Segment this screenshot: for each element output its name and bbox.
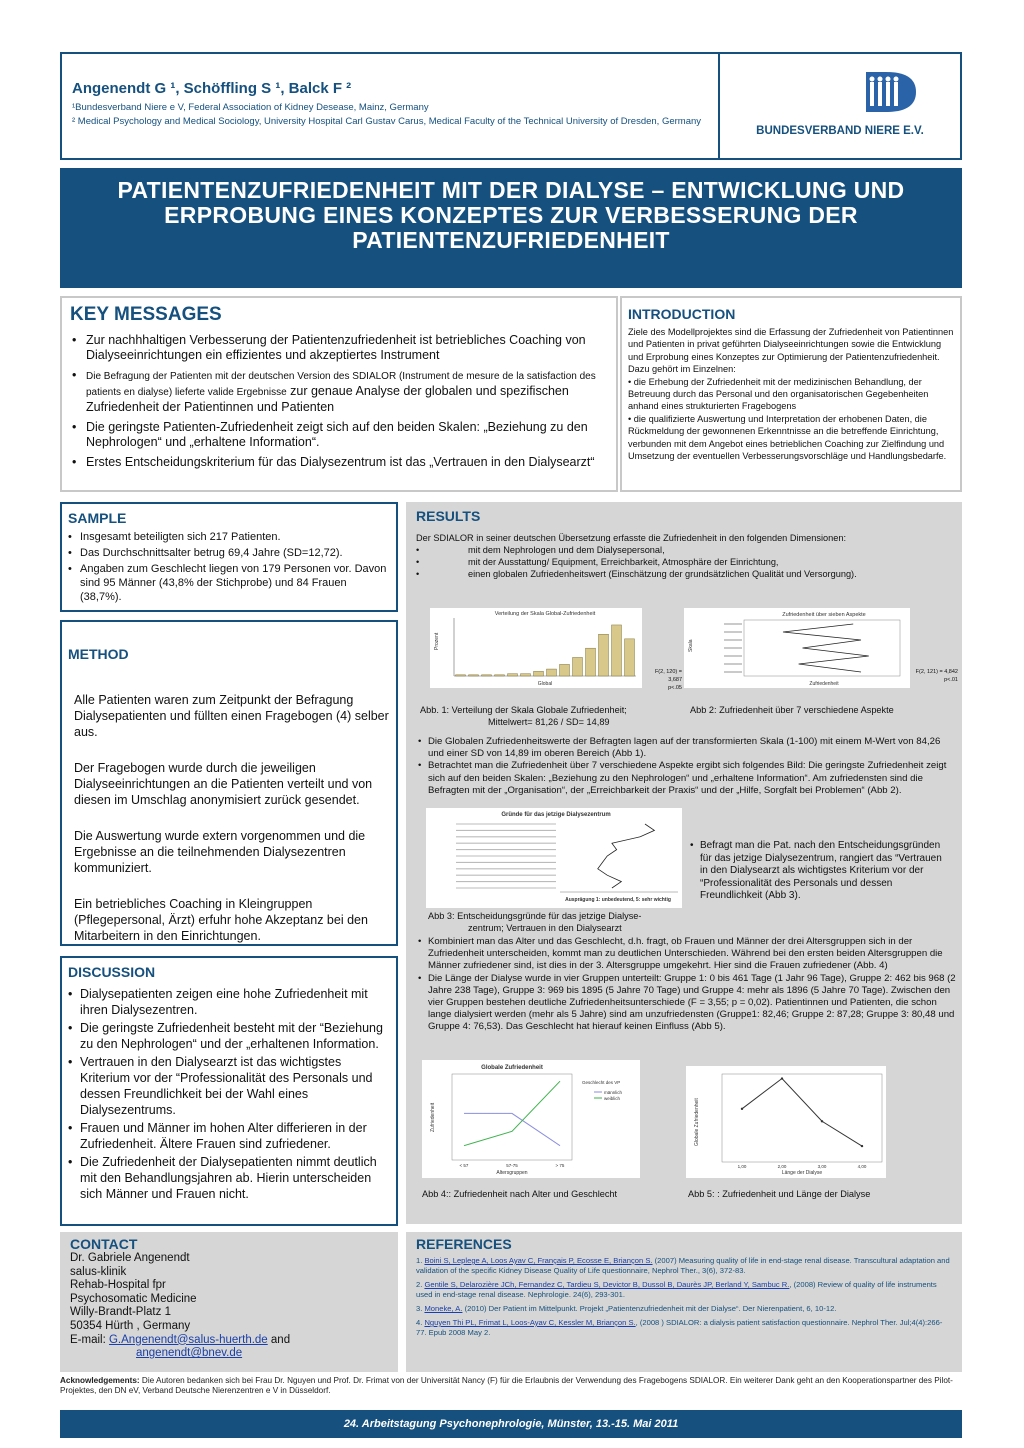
- contact-line-2: salus-klinik: [70, 1265, 127, 1278]
- contact-line-3: Rehab-Hospital fpr: [70, 1279, 166, 1292]
- fig1-stat-2: p<.05: [668, 685, 682, 691]
- chart-5-tick-label: 1,00: [737, 1164, 747, 1169]
- method-paragraph-2: Der Fragebogen wurde durch die jeweiligen Dialyseeinrichtungen an die Patienten verteilt und von diesen im Umschlag anonymisiert zurück gesendet.: [74, 761, 373, 807]
- chart-5-point: [821, 1120, 823, 1122]
- sample-item-2: • Das Durchschnittsalter betrug 69,4 Jahre (SD=12,72).: [68, 546, 390, 560]
- chart-5-tick-label: 3,00: [817, 1164, 827, 1169]
- references-panel: [406, 1232, 962, 1372]
- results-bullets-3: [418, 936, 956, 1034]
- method-paragraph-3: Die Auswertung wurde extern vorgenommen und die Ergebnisse an die teilnehmenden Dialysezentren kommuniziert.: [74, 829, 366, 875]
- title-line-3: PATIENTENZUFRIEDENHEIT: [352, 227, 670, 253]
- figure-1-chart: [430, 608, 642, 688]
- chart-5-ylabel: Globale Zufriedenheit: [694, 1098, 700, 1146]
- chart-4-title: Globale Zufriedenheit: [481, 1065, 543, 1071]
- results-panel: [406, 502, 962, 1224]
- introduction-text: Ziele des Modellprojektes sind die Erfassung der Zufriedenheit von Patientinnen und Patienten in privat geführten Dialyseeinrichtungen sowie die Entwicklung und Erprobung eines Konzeptes zur Optimierung der Patientenzufriedenheit. Dazu gehört im Einzelnen:: [628, 327, 954, 375]
- acknowledgements: [60, 1376, 962, 1396]
- chart-2-line: [783, 624, 869, 672]
- contact-heading: CONTACT: [70, 1236, 138, 1252]
- bnev-logo-icon: [720, 54, 960, 158]
- chart-4-tick-label: > 75: [555, 1163, 565, 1168]
- footer-band: 24. Arbeitstagung Psychonephrologie, Münster, 13.-15. Mai 2011: [60, 1410, 962, 1438]
- chart-4-xlabel: Altersgruppen: [496, 1170, 528, 1176]
- chart-5-line: [742, 1079, 862, 1147]
- poster-title: [60, 178, 962, 253]
- discussion-item-1: • Dialysepatienten zeigen eine hohe Zufriedenheit mit ihren Dialysezentren.: [68, 986, 390, 1018]
- dim-1: mit dem Nephrologen und dem Dialysepersonal,: [468, 545, 665, 555]
- chart-1-bar: [599, 634, 609, 676]
- acknowledgements-text: Die Autoren bedanken sich bei Frau Dr. Nguyen und Prof. Dr. Frimat von der Universität Nancy (F) für die Erlaubnis der Verwendung des Fragebogens SDIALOR. Ein weiterer Dank geht an den Kooperationspartner des Pilot-Projektes, den DN eV, Verband Deutsche Nierenzentren e V in Düsseldorf.: [60, 1376, 953, 1395]
- chart-3-line: [598, 824, 655, 888]
- key-message-3: • Die geringste Patienten-Zufriedenheit zeigt sich auf den beiden Skalen: „Beziehung zu den Nephrologen“ und „erhaltene Information“.: [72, 420, 608, 450]
- method-heading: METHOD: [68, 646, 129, 662]
- result-bullet-1: • Die Globalen Zufriedenheitswerte der Befragten lagen auf der transformierten Skala (1-100) mit einem M-Wert von 84,26 und einer SD von 14,89 im oberen Bereich (Abb 1).: [418, 736, 954, 760]
- figure-3-caption: [428, 910, 641, 934]
- figure-2-chart: [684, 608, 910, 688]
- results-bullets-2: [690, 840, 952, 903]
- figure-2-caption: Abb 2: Zufriedenheit über 7 verschiedene Aspekte: [690, 705, 894, 715]
- chart-2-frame: [744, 620, 900, 676]
- chart-1-bar: [573, 657, 583, 676]
- dim-bullet-3: •: [416, 569, 420, 579]
- reference-2-authors[interactable]: Gentile S, Delarozière JCh, Fernandez C, Tardieu S, Devictor B, Dussol B, Daurès JP, Berland Y, Sambuc R.: [424, 1280, 790, 1289]
- chart-1-bar: [560, 664, 570, 676]
- chart-5-point: [861, 1145, 863, 1147]
- chart-4-tick-label: 57-75: [506, 1163, 518, 1168]
- sample-item-3: • Angaben zum Geschlecht liegen von 179 Personen vor. Davon sind 95 Männer (43,8% der Stichprobe) und 84 Frauen (38,7%).: [68, 562, 390, 604]
- chart-4-legend-title: Geschlecht des VP: [582, 1080, 621, 1085]
- introduction-heading: INTRODUCTION: [628, 306, 736, 322]
- reference-4: 4. Nguyen Thi PL, Frimat L, Loos-Ayav C, Kessler M, Briançon S., (2008 ) SDIALOR: a dialysis patient satisfaction questionnaire. Nephrol Ther. Jul;4(4):266-77. Epub 2008 May 2.: [416, 1318, 943, 1337]
- contact-email-line-2: [70, 1347, 388, 1361]
- poster-title-band: [60, 168, 962, 288]
- figure-4-caption: Abb 4:: Zufriedenheit nach Alter und Geschlecht: [422, 1189, 618, 1199]
- reference-3: 3. Moneke, A. (2010) Der Patient im Mittelpunkt. Projekt „Patientenzufriedenheit mit der Dialyse“. Der Nierenpatient, 6, 10-12.: [416, 1304, 837, 1313]
- figure-2: [684, 608, 910, 688]
- figure-5-chart: [686, 1066, 886, 1178]
- chart-1-bar: [612, 625, 622, 676]
- reference-1-authors[interactable]: Boini S, Leplege A, Loos Ayav C, Français P, Ecosse E, Briançon S.: [424, 1256, 653, 1265]
- references-heading: REFERENCES: [416, 1236, 512, 1252]
- discussion-heading: DISCUSSION: [68, 964, 156, 980]
- key-message-2: [72, 368, 608, 415]
- method-paragraph-1: Alle Patienten waren zum Zeitpunkt der Befragung Dialysepatienten und füllten einen Fragebogen (4) selber aus.: [74, 693, 389, 739]
- email-and: and: [267, 1333, 291, 1346]
- author-header: [60, 52, 720, 160]
- chart-3-xlabel: Ausprägung 1: unbedeutend, 5: sehr wichtig: [565, 897, 671, 903]
- figure-3-caption-b: zentrum; Vertrauen in den Dialysearzt: [468, 923, 622, 933]
- figure-4-chart: [422, 1060, 640, 1178]
- chart-1-bar: [521, 674, 531, 676]
- figure-1-caption-b: Mittelwert= 81,26 / SD= 14,89: [488, 717, 610, 727]
- method-paragraph-4: Ein betriebliches Coaching in Kleingruppen (Pflegepersonal, Ärzt) erfuhr hohe Akzeptanz bei den Mitarbeitern in den Einrichtungen.: [74, 897, 368, 943]
- key-messages-panel: [60, 296, 618, 492]
- email-prefix: E-mail:: [70, 1333, 109, 1346]
- sample-panel: [60, 502, 398, 612]
- chart-1-bar: [508, 674, 518, 676]
- reference-1-text: (2007) Measuring quality of life in end-stage renal disease. Transcultural adaptation and validation of the specific Kidney Disease Quality of Life questionnaire, Nephrol Ther., 3(6), 372-83.: [416, 1256, 950, 1275]
- chart-5-tick-label: 4,00: [857, 1164, 867, 1169]
- figure-1-caption-a: Abb. 1: Verteilung der Skala Globale Zufriedenheit;: [420, 705, 627, 715]
- dim-3: einen globalen Zufriedenheitswert (Einschätzung der grundsätzlichen Qualität und Versorgung).: [468, 569, 857, 579]
- chart-5-frame: [722, 1074, 882, 1162]
- chart-5-point: [781, 1077, 783, 1079]
- logo-text: BUNDESVERBAND NIERE E.V.: [756, 125, 924, 137]
- chart-1-bar: [495, 675, 505, 676]
- chart-4-tick-label: < 57: [459, 1163, 469, 1168]
- introduction-bullet-1: • die Erhebung der Zufriedenheit mit der medizinischen Behandlung, der Betreuung durch das Personal und den organisatorischen Gegebenheiten anhand eines strukturierten Fragebogens: [628, 376, 929, 412]
- chart-1-bar: [625, 639, 635, 676]
- discussion-panel: [60, 956, 398, 1226]
- figure-1-stats: [642, 668, 682, 692]
- chart-2-ylabel: Skala: [688, 639, 694, 652]
- chart-1-bar: [547, 669, 557, 676]
- chart-1-bar: [469, 675, 479, 676]
- author-names: Angenendt G ¹, Schöffling S ¹, Balck F ²: [72, 80, 352, 97]
- result-bullet-5: • Die Länge der Dialyse wurde in vier Gruppen unterteilt: Gruppe 1: 0 bis 461 Tage (1 Jahr 96 Tage), Gruppe 2: 462 bis 968 (2 Jahre 238 Tage), Gruppe 3: 969 bis 1895 (5 Jahre 70 Tage) und Gruppe 4: mehr als 1896 (5 Jahre 70 Tage). Zwischen den vier Gruppen bestehen deutliche Zufriedenheitsunterschiede (F = 3,55; p = 0,02). Patientinnen und Patienten, die schon lange dialysiert werden (mehr als 5 Jahre) sind am unzufriedensten (Gruppe1: 82,46; Gruppe 2: 87,28; Gruppe 3: 80,48 und Gruppe 4: 76,53). Das Geschlecht hat hierauf keinen Einfluss (Abb 5).: [418, 973, 956, 1034]
- sample-item-1: • Insgesamt beteiligten sich 217 Patienten.: [68, 530, 390, 544]
- logo-panel: [720, 52, 962, 160]
- title-line-1: PATIENTENZUFRIEDENHEIT MIT DER DIALYSE – ENTWICKLUNG UND: [117, 177, 905, 203]
- contact-email-line: [70, 1334, 388, 1348]
- chart-1-bar: [456, 675, 466, 676]
- email-link-2[interactable]: angenendt@bnev.de: [136, 1347, 243, 1360]
- reference-4-text: , (2008 ) SDIALOR: a dialysis patient satisfaction questionnaire. Nephrol Ther. Jul;4(4):266-77. Epub 2008 May 2.: [416, 1318, 943, 1337]
- reference-2-text: , (2008) Review of quality of life instruments used in end-stage renal disease. Nephrologie. 24(6), 293-301.: [416, 1280, 937, 1299]
- chart-5-xlabel: Länge der Dialyse: [781, 1170, 823, 1176]
- chart-1-bar: [586, 648, 596, 676]
- discussion-item-2: • Die geringste Zufriedenheit besteht mit der “Beziehung zu den Nephrologen“ und der „erhaltenen Information.: [68, 1020, 390, 1052]
- acknowledgements-label: Acknowledgements:: [60, 1376, 140, 1385]
- method-panel: [60, 620, 398, 946]
- key-message-2b: zur genaue Analyse der globalen und spezifischen Zufriedenheit der Patientinnen und Patienten: [86, 384, 569, 414]
- reference-4-authors[interactable]: Nguyen Thi PL, Frimat L, Loos-Ayav C, Kessler M, Briançon S.: [424, 1318, 636, 1327]
- email-link-1[interactable]: G.Angenendt@salus-huerth.de: [108, 1333, 268, 1346]
- chart-5-point: [741, 1108, 743, 1110]
- figure-3-caption-a: Abb 3: Entscheidungsgründe für das jetzige Dialyse-: [428, 911, 642, 921]
- key-message-1: • Zur nachhhaltigen Verbesserung der Patientenzufriedenheit ist betriebliches Coaching von Dialyseeinrichtungen ein effizientes und akzeptiertes Instrument: [72, 333, 608, 363]
- figure-3: [426, 808, 682, 908]
- title-line-2: ERPROBUNG EINES KONZEPTES ZUR VERBESSERUNG DER: [164, 202, 858, 228]
- discussion-item-5: • Die Zufriedenheit der Dialysepatienten nimmt deutlich mit den Behandlungsjahren ab. Hierin unterscheiden sich Männer und Frauen nicht.: [68, 1154, 390, 1202]
- figure-5: [686, 1066, 886, 1178]
- result-bullet-4: • Kombiniert man das Alter und das Geschlecht, d.h. fragt, ob Frauen und Männer der drei Altersgruppen sich in der Zufriedenheit unterscheiden, kommt man zu deutlichen Unterschieden. Während bei den ersten beiden Altersgruppen die Männer zufriedener sind, ist dies in der 3. Altersgruppe umgekehrt. Hier sind die Frauen zufriedener (Abb. 4): [418, 936, 956, 973]
- reference-2: 2. Gentile S, Delarozière JCh, Fernandez C, Tardieu S, Devictor B, Dussol B, Daurès JP, Berland Y, Sambuc R., (2008) Review of quality of life instruments used in end-stage renal disease. Nephrologie. 24(6), 293-301.: [416, 1280, 937, 1299]
- reference-3-text: (2010) Der Patient im Mittelpunkt. Projekt „Patientenzufriedenheit mit der Dialyse“. Der Nierenpatient, 6, 10-12.: [462, 1304, 837, 1313]
- results-intro: Der SDIALOR in seiner deutschen Übersetzung erfasste die Zufriedenheit in den folgenden Dimensionen:: [416, 533, 847, 543]
- chart-4-legend-entry: weiblich: [604, 1096, 621, 1101]
- introduction-panel: [620, 296, 962, 492]
- figure-1: [430, 608, 642, 688]
- key-messages-heading: KEY MESSAGES: [70, 304, 222, 325]
- figure-3-chart: [426, 808, 682, 908]
- chart-4-ylabel: Zufriedenheit: [430, 1102, 436, 1132]
- chart-4-series-line: [464, 1113, 560, 1145]
- result-bullet-2: • Betrachtet man die Zufriedenheit über 7 verschiedene Aspekte ergibt sich folgendes Bild: Die geringste Zufriedenheit zeigt sich auf den beiden Skalen: „Beziehung zu den Nephrologen“ und „erhaltene Information“. Am zufriedensten sind die Befragten mit der „Organisation“, der „Erreichbarkeit der Praxis“ und der „Hilfe, Sorgfalt bei Problemen“ (Abb 2).: [418, 760, 954, 797]
- contact-line-6: 50354 Hürth , Germany: [70, 1319, 191, 1332]
- chart-1-title: Verteilung der Skala Global-Zufriedenheit: [494, 611, 596, 617]
- chart-5-tick-label: 2,00: [777, 1164, 787, 1169]
- figure-1-caption: [420, 704, 627, 728]
- chart-2-title: Zufriedenheit über sieben Aspekte: [782, 612, 866, 618]
- contact-line-1: Dr. Gabriele Angenendt: [70, 1252, 190, 1264]
- contact-line-4: Psychosomatic Medicine: [70, 1292, 197, 1305]
- chart-1-ylabel: Prozent: [434, 632, 440, 650]
- contact-line-5: Willy-Brandt-Platz 1: [70, 1306, 171, 1319]
- results-bullets-1: [418, 736, 954, 797]
- affiliation-1: ¹Bundesverband Niere e V, Federal Association of Kidney Desease, Mainz, Germany: [72, 102, 429, 113]
- reference-3-authors[interactable]: Moneke, A.: [424, 1304, 463, 1313]
- fig2-stat-1: F(2, 121) = 4,842: [915, 669, 958, 675]
- contact-panel: [60, 1232, 398, 1372]
- figure-5-caption: Abb 5: : Zufriedenheit und Länge der Dialyse: [688, 1189, 871, 1199]
- chart-4-legend-entry: männlich: [604, 1090, 623, 1095]
- sample-heading: SAMPLE: [68, 510, 127, 526]
- fig2-stat-2: p<.01: [944, 677, 958, 683]
- chart-1-xlabel: Global: [537, 681, 553, 687]
- chart-1-bar: [482, 675, 492, 676]
- dim-2: mit der Ausstattung/ Equipment, Erreichbarkeit, Atmosphäre der Einrichtung,: [468, 557, 779, 567]
- key-message-4: • Erstes Entscheidungskriterium für das Dialysezentrum ist das „Vertrauen in den Dialysearzt“: [72, 455, 608, 470]
- result-bullet-3: • Befragt man die Pat. nach den Entscheidungsgründen für das jetzige Dialysezentrum, rangiert das “Vertrauen in den Dialysearzt als wichtigstes Kriterium vor der “Professionalität des Personals und dessen Freundlichkeit (Abb 3).: [690, 840, 952, 903]
- discussion-item-4: • Frauen und Männer im hohen Alter differieren in der Zufriedenheit. Ältere Frauen sind zufriedener.: [68, 1120, 390, 1152]
- chart-2-xlabel: Zufriedenheit: [809, 681, 839, 687]
- figure-2-stats: [912, 668, 958, 684]
- introduction-bullet-2: • die qualifizierte Auswertung und Interpretation der erhobenen Daten, die Rückmeldung der gewonnenen Erkenntnisse an die betreffende Einrichtung, verbunden mit dem Angebot eines betrieblichen Coaching zur Zielfindung und Umsetzung der eventuellen Verbesserungsvorschläge und Handlungsbedarfe.: [628, 413, 947, 462]
- chart-1-bar: [534, 671, 544, 676]
- affiliation-2: ² Medical Psychology and Medical Sociology, University Hospital Carl Gustav Carus, Medical Faculty of the Technical University of Dresden, Germany: [72, 116, 702, 127]
- fig1-stat-1: F(2, 120) = 3,687: [654, 669, 682, 683]
- results-heading: RESULTS: [416, 508, 481, 524]
- reference-1: 1. Boini S, Leplege A, Loos Ayav C, Français P, Ecosse E, Briançon S. (2007) Measuring quality of life in end-stage renal disease. Transcultural adaptation and validation of the specific Kidney Disease Quality of Life questionnaire, Nephrol Ther., 3(6), 372-83.: [416, 1256, 950, 1275]
- dim-bullet-1: •: [416, 545, 420, 555]
- discussion-item-3: • Vertrauen in den Dialysearzt ist das wichtigstes Kriterium vor der “Professionalität des Personals und dessen Freundlichkeit bei der Wahl eines Dialysezentrums.: [68, 1054, 390, 1118]
- chart-3-title: Gründe für das jetzige Dialysezentrum: [501, 812, 611, 818]
- dim-bullet-2: •: [416, 557, 420, 567]
- key-message-2a: Die Befragung der Patienten mit der deutschen Version des SDIALOR (Instrument de mesure de la satisfaction des patients en dialyse) lieferte valide Ergebnisse: [86, 371, 596, 398]
- figure-4: [422, 1060, 640, 1178]
